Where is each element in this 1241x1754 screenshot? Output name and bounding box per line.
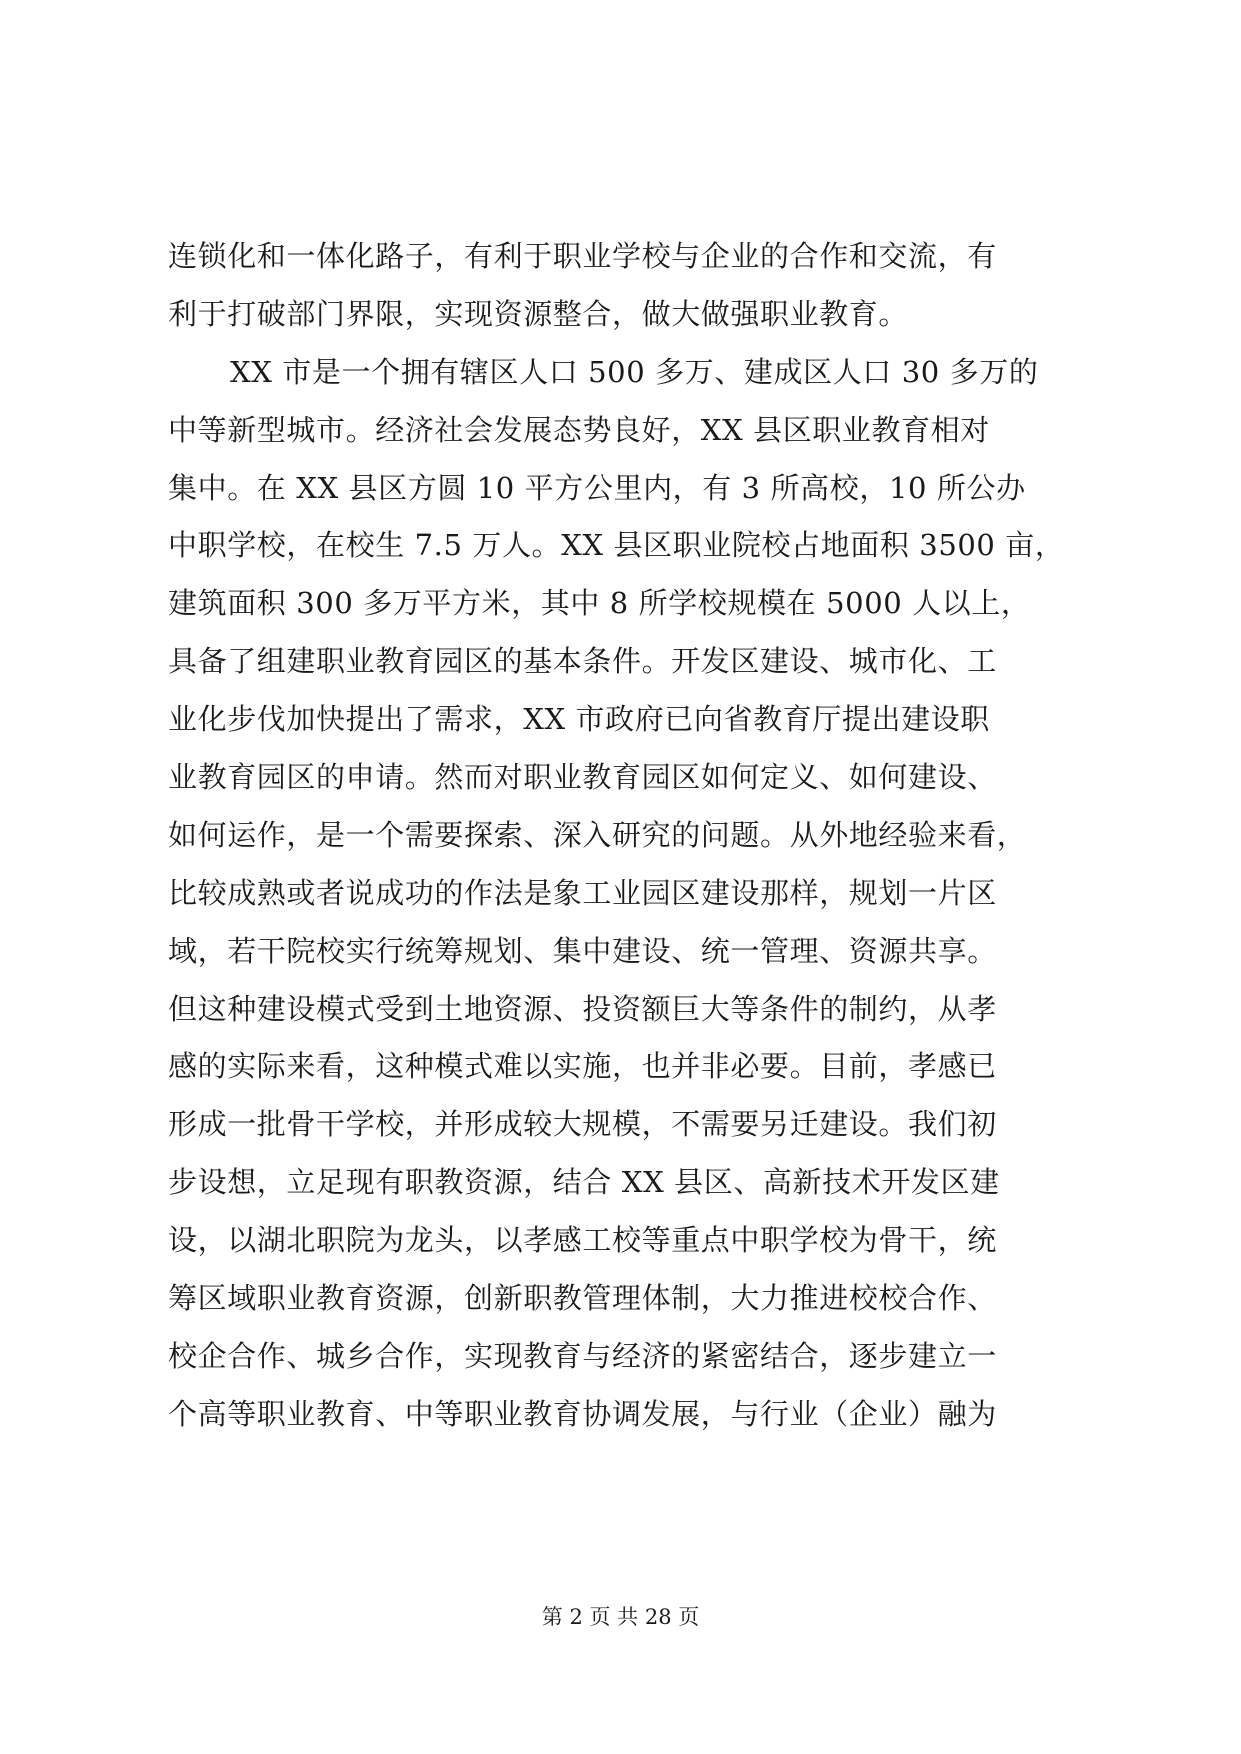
body-text [168,228,1088,1444]
text-line: 形成一批骨干学校，并形成较大规模，不需要另迁建设。我们初 [168,1107,997,1142]
text-line: 步设想，立足现有职教资源，结合 XX 县区、高新技术开发区建 [168,1165,1000,1200]
text-line: 连锁化和一体化路子，有利于职业学校与企业的合作和交流，有 [168,239,997,273]
page-number: 第 2 页 共 28 页 [541,1605,700,1629]
text-line: 利于打破部门界限，实现资源整合，做大做强职业教育。 [168,296,909,331]
text-line: 设，以湖北职院为龙头，以孝感工校等重点中职学校为骨干，统 [168,1223,997,1258]
text-line: 校企合作、城乡合作，实现教育与经济的紧密结合，逐步建立一 [168,1338,997,1373]
text-line: 如何运作，是一个需要探索、深入研究的问题。从外地经验来看， [168,817,1027,852]
text-line: 域，若干院校实行统筹规划、集中建设、统一管理、资源共享。 [168,933,997,968]
paragraph-start-line: XX 市是一个拥有辖区人口 500 多万、建成区人口 30 多万的 [230,354,1039,389]
text-line: 比较成熟或者说成功的作法是象工业园区建设那样，规划一片区 [168,875,997,910]
page-footer [0,1602,1241,1632]
text-line: 建筑面积 300 多万平方米，其中 8 所学校规模在 5000 人以上， [168,586,1031,621]
text-line: 集中。在 XX 县区方圆 10 平方公里内，有 3 所高校，10 所公办 [168,470,1026,505]
text-line: 感的实际来看，这种模式难以实施，也并非必要。目前，孝感已 [168,1049,997,1084]
text-line: 但这种建设模式受到土地资源、投资额巨大等条件的制约，从孝 [168,991,997,1026]
text-line: 业化步伐加快提出了需求，XX 市政府已向省教育厅提出建设职 [168,702,990,737]
text-line: 业教育园区的申请。然而对职业教育园区如何定义、如何建设、 [168,760,997,795]
text-line: 中职学校，在校生 7.5 万人。XX 县区职业院校占地面积 3500 亩， [168,528,1065,563]
text-line: 中等新型城市。经济社会发展态势良好，XX 县区职业教育相对 [168,412,990,447]
text-line: 个高等职业教育、中等职业教育协调发展，与行业（企业）融为 [168,1396,997,1431]
text-line: 具备了组建职业教育园区的基本条件。开发区建设、城市化、工 [168,644,997,679]
text-line: 筹区域职业教育资源，创新职教管理体制，大力推进校校合作、 [168,1281,997,1316]
